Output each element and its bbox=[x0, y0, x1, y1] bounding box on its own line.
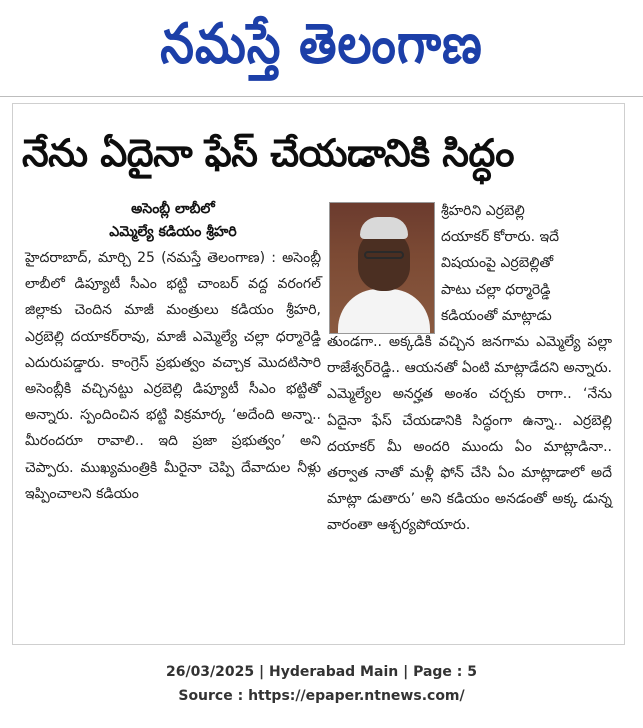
footer bbox=[0, 660, 643, 708]
wrap-line-5: కడియంతో మాట్లాడు bbox=[441, 307, 552, 324]
article-headline: నేను ఏదైనా ఫేస్ చేయడానికి సిద్ధం bbox=[22, 131, 515, 175]
masthead-divider bbox=[0, 96, 643, 97]
photo-glasses bbox=[364, 251, 404, 259]
article-left-column bbox=[25, 198, 321, 618]
photo-shirt bbox=[338, 289, 430, 334]
wrap-line-2: దయాకర్ కోరారు. ఇదే bbox=[441, 229, 560, 246]
footer-source: Source : https://epaper.ntnews.com/ bbox=[178, 688, 465, 704]
wrap-line-3: విషయంపై ఎర్రబెల్లితో bbox=[441, 255, 554, 272]
portrait-photo bbox=[329, 202, 435, 334]
article-body-left: హైదరాబాద్, మార్చి 25 (నమస్తే తెలంగాణ) : అసెంబ్లీ లాబీలో డిప్యూటీ సీఎం భట్టి చాంబర్ వద్ద వరంగల్ జిల్లాకు చెందిన మాజీ మంత్రులు కడియం శ్రీహరి, ఎర్రబెల్లి దయాకర్‌రావు, మాజీ ఎమ్మెల్యే చల్లా ధర్మారెడ్డి ఎదురుపడ్డారు. కాంగ్రెస్ ప్రభుత్వం వచ్చాక మొదటిసారి అసెంబ్లీకి వచ్చినట్టు ఎర్రబెల్లి డిప్యూటీ సీఎం భట్టితో అన్నారు. స్పందించిన భట్టి విక్రమార్క ‘అదేంది అన్నా.. మీరందరూ రావాలి.. ఇది ప్రజా ప్రభుత్వం’ అని చెప్పారు. ముఖ్యమంత్రికి మీరైనా చెప్పి దేవాదుల నీళ్లు ఇప్పించాలని కడియం bbox=[25, 250, 321, 502]
photo-hair bbox=[360, 217, 408, 239]
newspaper-logo: నమస్తే తెలంగాణ bbox=[160, 11, 483, 77]
article-subhead-line-1: అసెంబ్లీ లాబీలో bbox=[131, 201, 215, 217]
wrap-line-4: పాటు చల్లా ధర్మారెడ్డి bbox=[441, 281, 551, 298]
masthead bbox=[0, 0, 643, 88]
wrap-line-1: శ్రీహరిని ఎర్రబెల్లి bbox=[441, 203, 525, 219]
footer-date-edition: 26/03/2025 | Hyderabad Main | Page : 5 bbox=[165, 664, 478, 680]
article-right-column bbox=[327, 198, 612, 618]
article-subhead-line-2: ఎమ్మెల్యే కడియం శ్రీహరి bbox=[109, 224, 237, 240]
article-body-right-continued: తుండగా.. అక్కడికి వచ్చిన జనగామ ఎమ్మెల్యే పల్లా రాజేశ్వర్‌రెడ్డి.. ఆయనతో ఏంటి మాట్లాడేదని అన్నారు. ఎమ్మెల్యేల అనర్హత అంశం చర్చకు రాగా.. ‘నేను ఏదైనా ఫేస్ చేయడానికి సిద్ధంగా ఉన్నా.. ఎర్రబెల్లి దయాకర్ మీ అందరి ముందు ఏం మాట్లాడినా.. తర్వాత నాతో మళ్లీ ఫోన్ చేసి ఏం మాట్లాడాలో అదే మాట్లా డుతారు’ అని కడియం అనడంతో అక్క డున్న వారంతా ఆశ్చర్యపోయారు. bbox=[327, 334, 612, 534]
